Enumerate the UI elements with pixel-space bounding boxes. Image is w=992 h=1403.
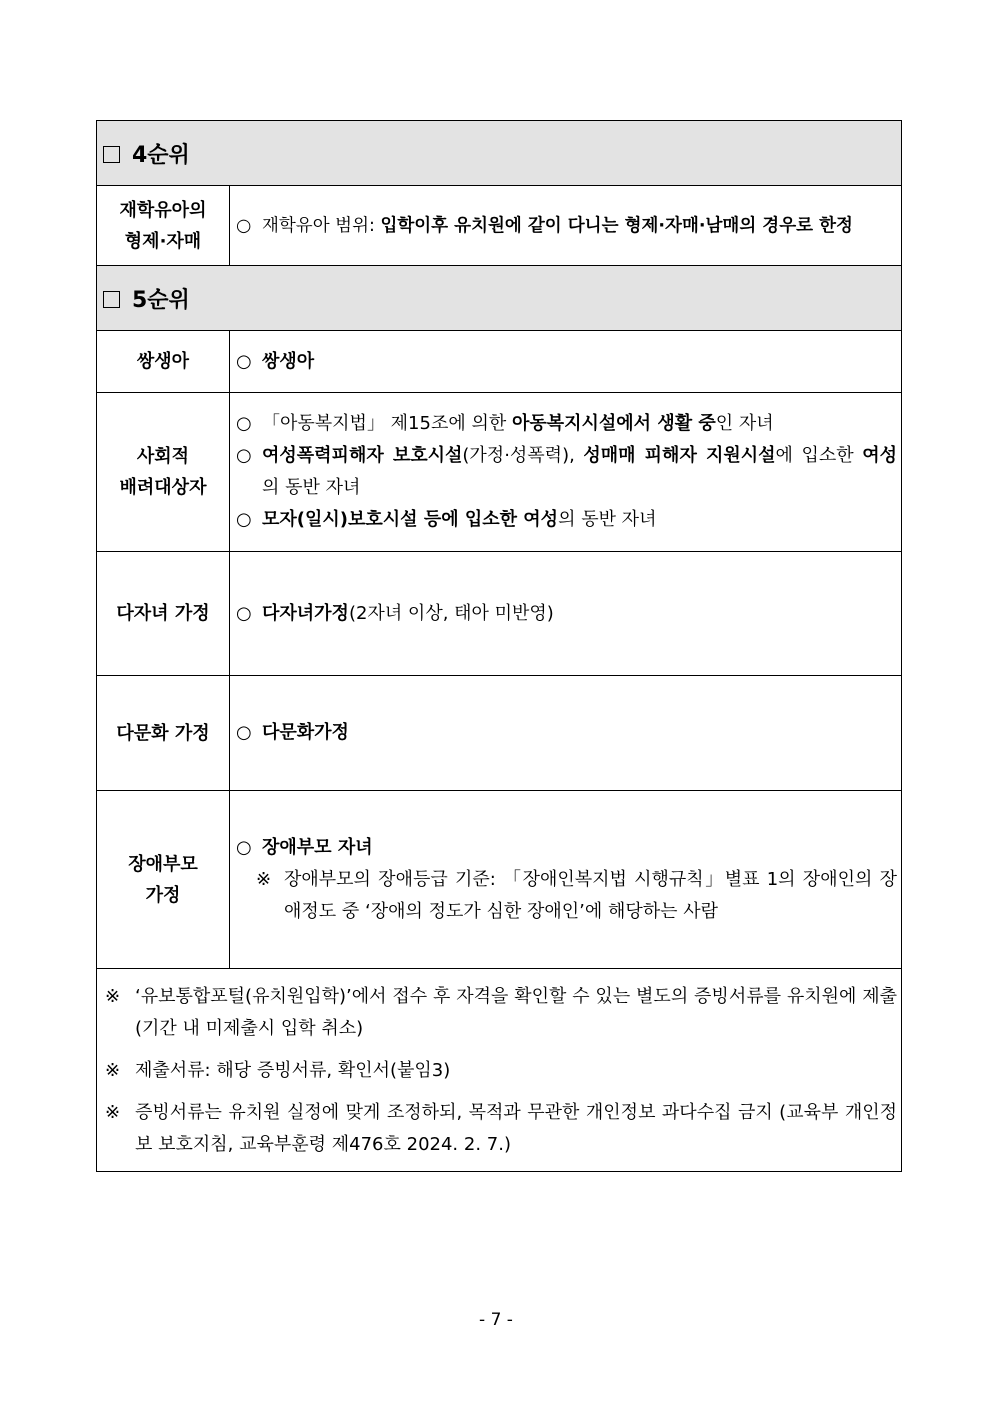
circle-bullet-icon: ○: [236, 413, 252, 434]
footnote-3: ※ 증빙서류는 유치원 실정에 맞게 조정하되, 목적과 무관한 개인정보 과다수집 금지 (교육부 개인정보 보호지침, 교육부훈령 제476호 2024. 2. 7.): [105, 1097, 897, 1161]
section-rank5-header: [97, 266, 902, 331]
multicultural-content: ○ 다문화가정: [230, 676, 902, 791]
disabled-label: 장애부모 가정: [97, 791, 230, 969]
multichild-row: [97, 552, 902, 676]
multichild-content: ○ 다자녀가정(2자녀 이상, 태아 미반영): [230, 552, 902, 676]
reference-mark-icon: ※: [105, 1102, 121, 1123]
multichild-label: 다자녀 가정: [97, 552, 230, 676]
circle-bullet-icon: ○: [236, 602, 252, 624]
social-item-2: ○ 여성폭력피해자 보호시설(가정·성폭력), 성매매 피해자 지원시설에 입소한 여성의 동반 자녀: [236, 440, 897, 504]
checkbox-square-icon: [103, 291, 120, 308]
circle-bullet-icon: ○: [236, 509, 252, 530]
section-rank4-header: [97, 121, 902, 186]
circle-bullet-icon: ○: [236, 215, 252, 236]
disabled-row: [97, 791, 902, 969]
disabled-content: ○ 장애부모 자녀 ※ 장애부모의 장애등급 기준: 「장애인복지법 시행규칙」별표 1의 장애인의 장애정도 중 ‘장애의 정도가 심한 장애인’에 해당하는 사람: [230, 791, 902, 969]
circle-bullet-icon: ○: [236, 722, 252, 743]
twins-label: 쌍생아: [97, 331, 230, 393]
section-rank5-title: 5순위: [132, 287, 190, 313]
siblings-content: ○ 재학유아 범위: 입학이후 유치원에 같이 다니는 형제·자매·남매의 경우로 한정: [230, 186, 902, 266]
section-rank4-row: [97, 121, 902, 186]
siblings-row: [97, 186, 902, 266]
social-content: [230, 393, 902, 552]
reference-mark-icon: ※: [256, 868, 272, 890]
social-row: [97, 393, 902, 552]
circle-bullet-icon: ○: [236, 350, 252, 372]
footnote-2: ※ 제출서류: 해당 증빙서류, 확인서(붙임3): [105, 1055, 897, 1087]
footnotes: [97, 969, 902, 1172]
circle-bullet-icon: ○: [236, 445, 252, 466]
siblings-label: 재학유아의 형제·자매: [97, 186, 230, 266]
section-rank4-title: 4순위: [132, 142, 190, 168]
reference-mark-icon: ※: [105, 1060, 121, 1081]
social-label: 사회적 배려대상자: [97, 393, 230, 552]
section-rank5-row: [97, 266, 902, 331]
social-item-3: ○ 모자(일시)보호시설 등에 입소한 여성의 동반 자녀: [236, 504, 897, 536]
checkbox-square-icon: [103, 146, 120, 163]
multicultural-label: 다문화 가정: [97, 676, 230, 791]
page-number: - 7 -: [479, 1310, 513, 1330]
footnote-1: ※ ‘유보통합포털(유치원입학)’에서 접수 후 자격을 확인할 수 있는 별도의 증빙서류를 유치원에 제출(기간 내 미제출시 입학 취소): [105, 981, 897, 1045]
footnotes-row: [97, 969, 902, 1172]
twins-row: [97, 331, 902, 393]
eligibility-table: [96, 120, 902, 1172]
disabled-note: ※ 장애부모의 장애등급 기준: 「장애인복지법 시행규칙」별표 1의 장애인의 장애정도 중 ‘장애의 정도가 심한 장애인’에 해당하는 사람: [236, 864, 897, 928]
twins-content: ○ 쌍생아: [230, 331, 902, 393]
social-item-1: ○ 「아동복지법」 제15조에 의한 아동복지시설에서 생활 중인 자녀: [236, 408, 897, 440]
circle-bullet-icon: ○: [236, 836, 252, 858]
reference-mark-icon: ※: [105, 986, 121, 1007]
multicultural-row: [97, 676, 902, 791]
